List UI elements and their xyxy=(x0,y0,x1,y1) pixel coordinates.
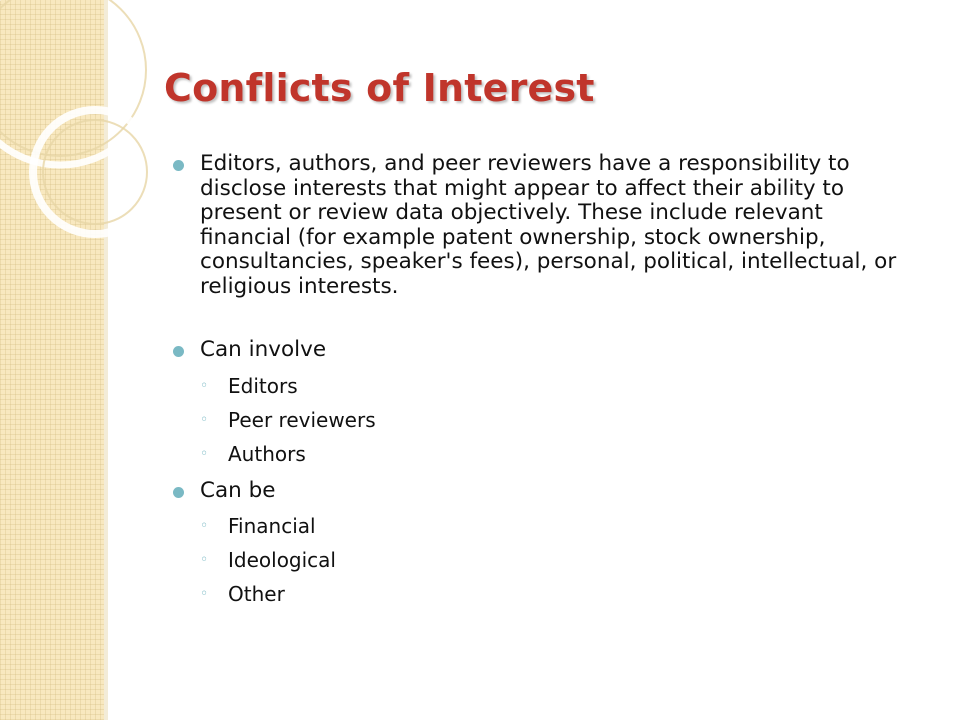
sub-bullet-text: Financial xyxy=(228,514,316,538)
bullet-list xyxy=(176,152,916,611)
concentric-rings-decoration xyxy=(0,0,200,330)
sub-bullet-ring-icon: ◦ xyxy=(200,518,209,534)
bullet-text: Can involve xyxy=(200,337,327,362)
sub-bullet-text: Ideological xyxy=(228,548,336,572)
sub-bullet-ring-icon: ◦ xyxy=(200,411,209,428)
sub-bullet-item xyxy=(176,543,916,577)
bullet-dot-icon xyxy=(173,487,184,498)
sub-bullet-ring-icon: ◦ xyxy=(200,586,209,602)
sub-bullet-item xyxy=(176,437,916,471)
bullet-item xyxy=(176,338,916,363)
bullet-item xyxy=(176,152,916,299)
bullet-dot-icon xyxy=(173,160,184,171)
sub-bullet-text: Authors xyxy=(228,441,306,466)
bullet-text: Can be xyxy=(200,477,276,503)
bullet-dot-icon xyxy=(173,346,184,357)
bullet-item xyxy=(176,479,916,504)
sub-bullet-item xyxy=(176,577,916,611)
sub-bullet-ring-icon: ◦ xyxy=(200,377,209,394)
slide-title: Conflicts of Interest xyxy=(164,66,595,110)
sub-bullet-ring-icon: ◦ xyxy=(200,552,209,568)
sub-bullet-text: Peer reviewers xyxy=(228,407,376,432)
sub-bullet-item xyxy=(176,403,916,437)
sub-bullet-ring-icon: ◦ xyxy=(200,445,209,462)
bullet-text: Editors, authors, and peer reviewers have a responsibility to disclose interests that might appear to affect their ability to present or review data objectively. These include relevant financial (for example patent ownership, stock ownership, consultancies, speaker's fees), personal, political, intellectual, or religious interests. xyxy=(200,151,897,299)
sub-bullet-item xyxy=(176,509,916,543)
sub-bullet-item xyxy=(176,369,916,403)
sub-bullet-text: Editors xyxy=(228,373,298,398)
sub-bullet-text: Other xyxy=(228,582,285,606)
